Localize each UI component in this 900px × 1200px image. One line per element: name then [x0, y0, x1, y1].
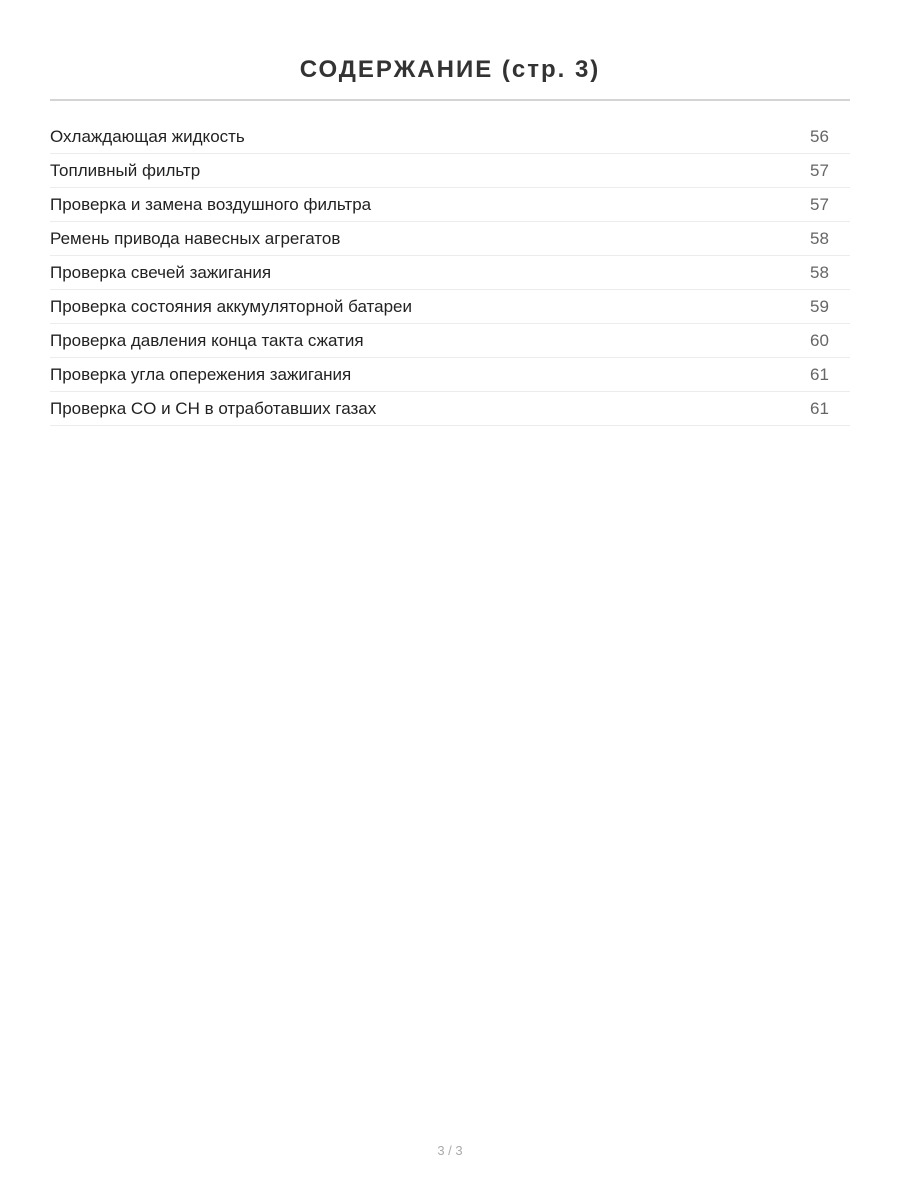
toc-list — [50, 120, 850, 426]
toc-entry-label: Проверка CO и CH в отработавших газах — [50, 399, 377, 418]
toc-entry-page: 59 — [810, 297, 829, 316]
title-divider — [50, 99, 850, 101]
toc-entry-label: Проверка состояния аккумуляторной батареи — [50, 297, 412, 316]
toc-entry-page: 58 — [810, 229, 829, 248]
toc-entry[interactable] — [50, 222, 850, 256]
toc-entry-page: 58 — [810, 263, 829, 282]
toc-entry-label: Проверка давления конца такта сжатия — [50, 331, 364, 350]
toc-entry-label: Проверка и замена воздушного фильтра — [50, 195, 372, 214]
toc-entry-page: 57 — [810, 195, 829, 214]
page-indicator: 3 / 3 — [437, 1143, 463, 1158]
toc-entry-label: Топливный фильтр — [50, 161, 201, 180]
toc-entry[interactable] — [50, 120, 850, 154]
toc-entry[interactable] — [50, 188, 850, 222]
toc-entry[interactable] — [50, 358, 850, 392]
toc-entry[interactable] — [50, 154, 850, 188]
toc-entry-page: 61 — [810, 365, 829, 384]
toc-entry-label: Проверка свечей зажигания — [50, 263, 272, 282]
toc-entry-page: 57 — [810, 161, 829, 180]
toc-entry-label: Ремень привода навесных агрегатов — [50, 229, 341, 248]
page-title: СОДЕРЖАНИЕ (стр. 3) — [299, 56, 601, 84]
toc-entry[interactable] — [50, 324, 850, 358]
toc-entry-page: 56 — [810, 127, 829, 146]
toc-entry-page: 61 — [810, 399, 829, 418]
toc-entry[interactable] — [50, 290, 850, 324]
toc-entry-label: Проверка угла опережения зажигания — [50, 365, 352, 384]
toc-entry[interactable] — [50, 392, 850, 426]
toc-entry-label: Охлаждающая жидкость — [50, 127, 245, 146]
toc-entry[interactable] — [50, 256, 850, 290]
toc-entry-page: 60 — [810, 331, 829, 350]
